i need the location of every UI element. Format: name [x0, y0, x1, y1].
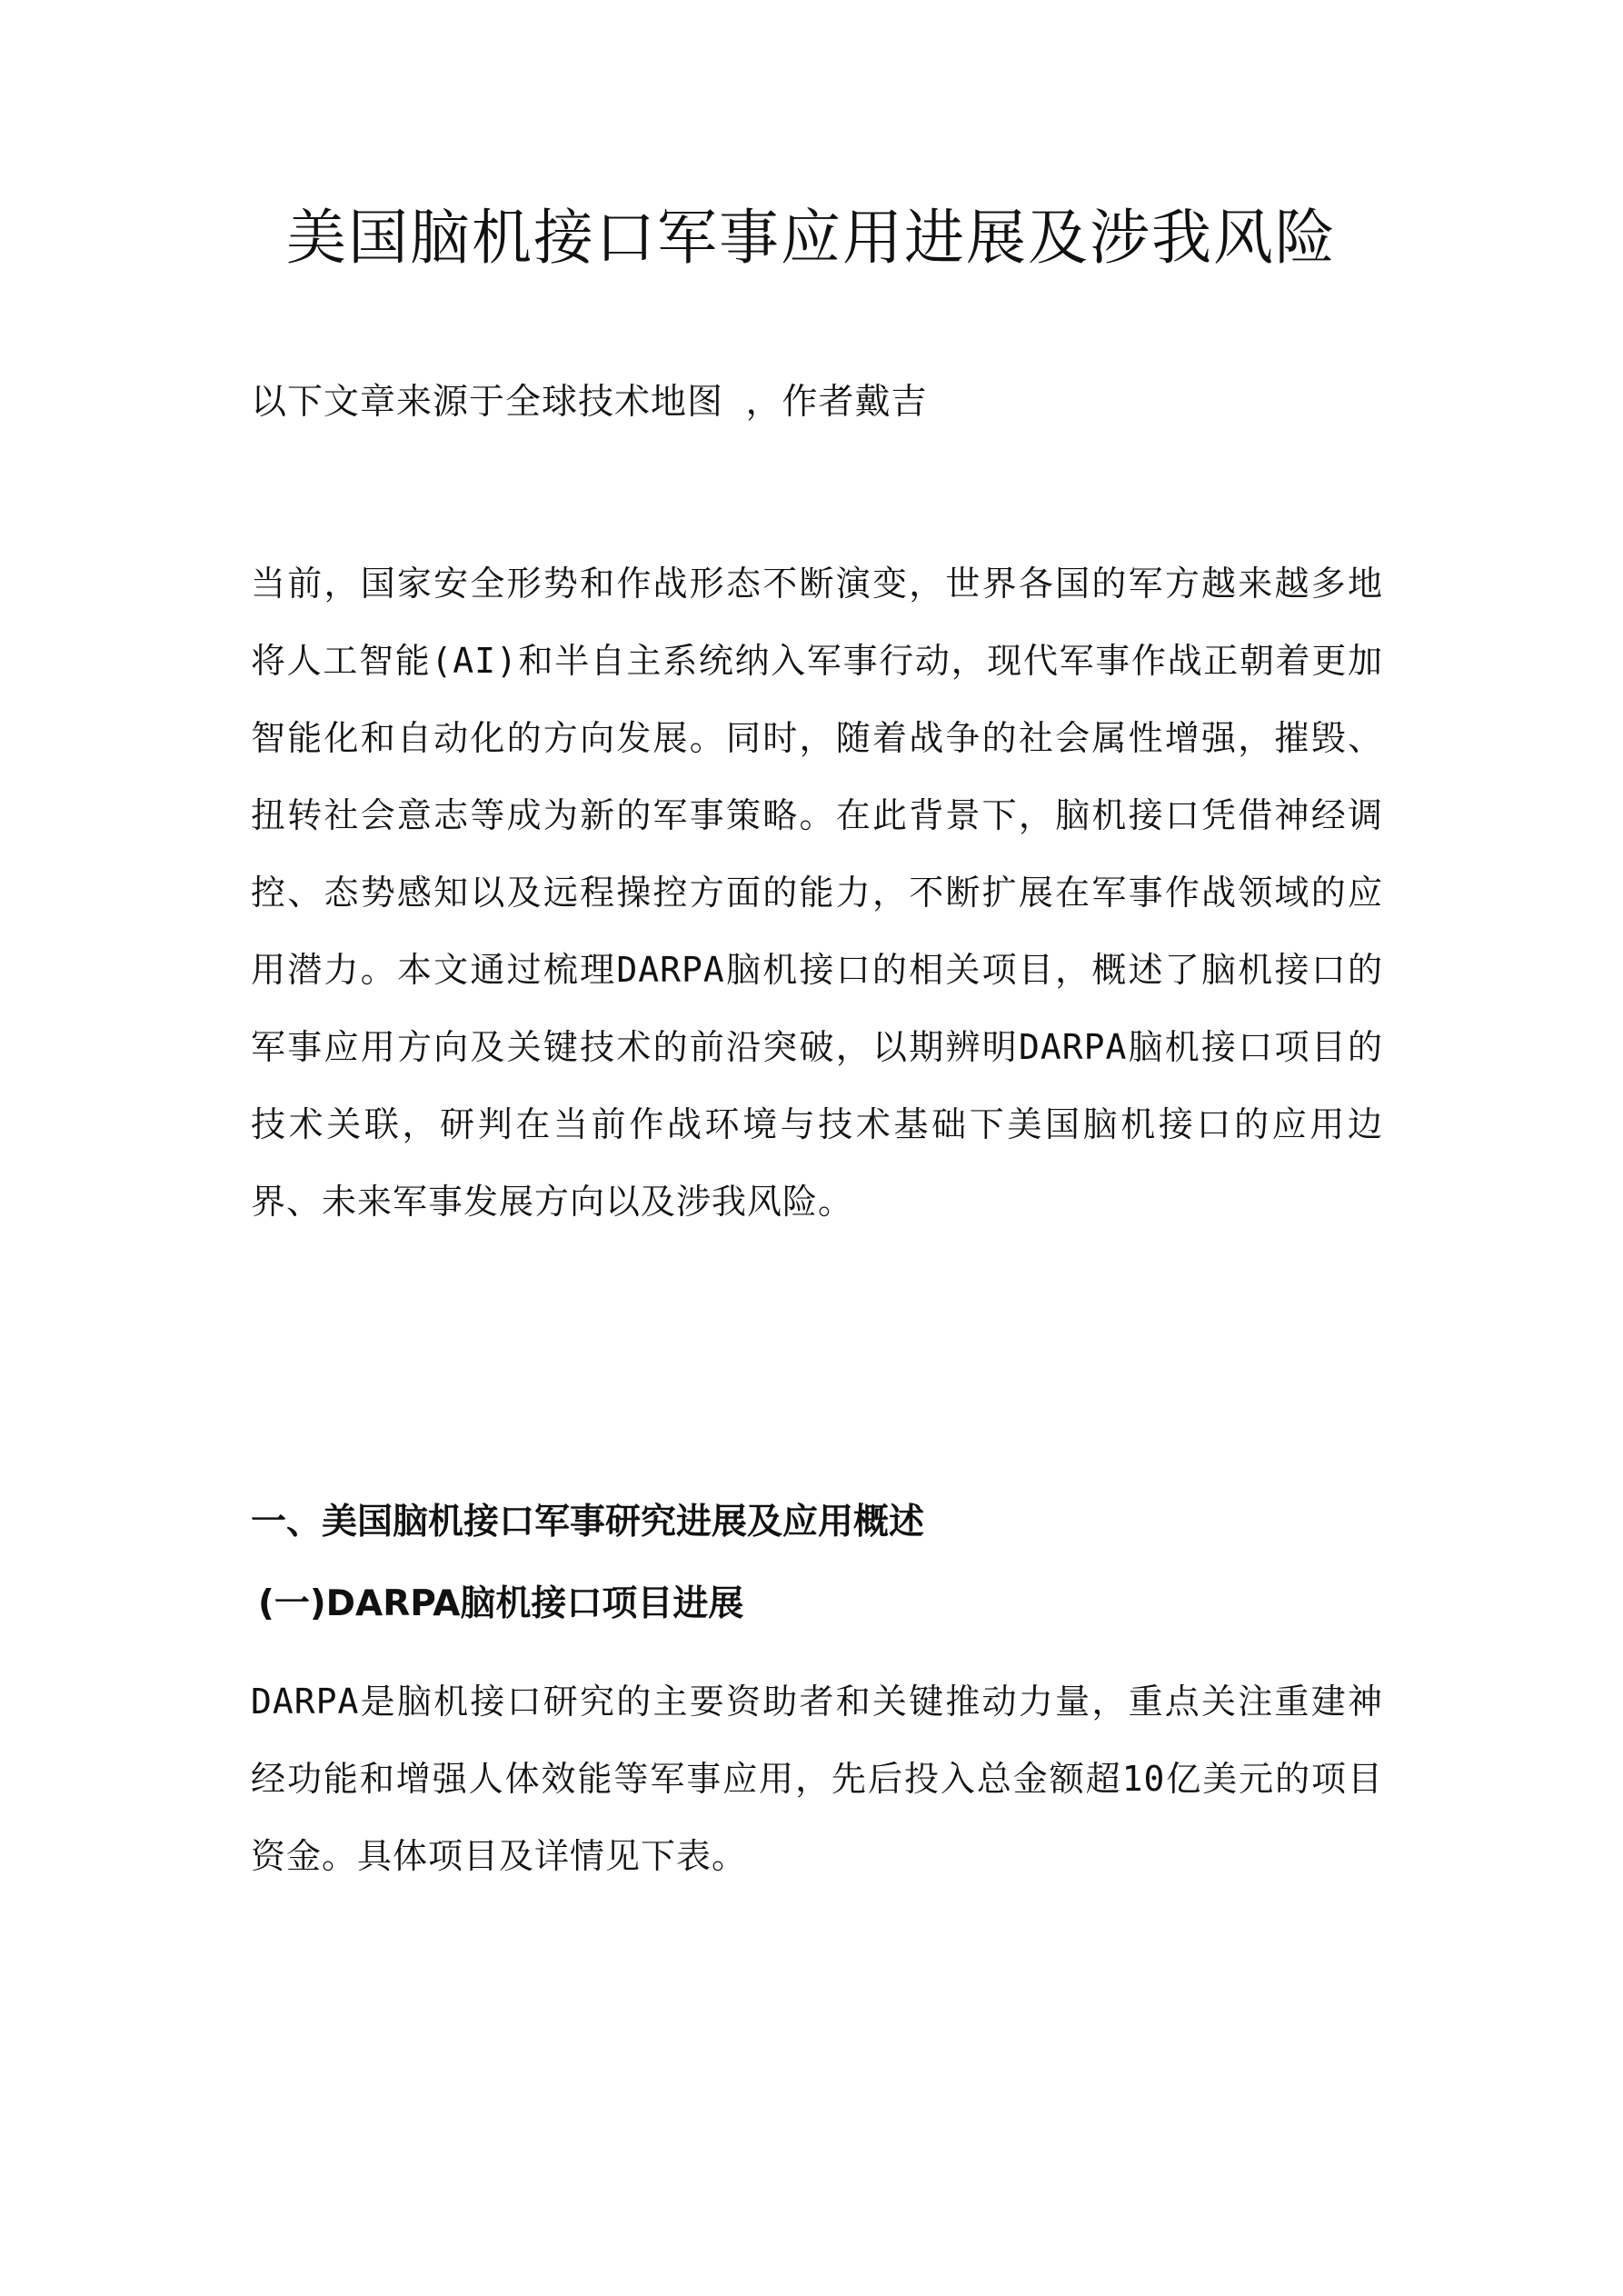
section-heading: 一、美国脑机接口军事研究进展及应用概述: [251, 1502, 925, 1542]
source-attribution: 以下文章来源于全球技术地图 ，作者戴吉: [251, 382, 928, 423]
document-title: 美国脑机接口军事应用进展及涉我风险: [286, 203, 1337, 273]
subsection-heading: (一)DARPA脑机接口项目进展: [258, 1583, 744, 1624]
intro-paragraph: 当前，国家安全形势和作战形态不断演变，世界各国的军方越来越多地将人工智能(AI)和半自主系统纳入军事行动，现代军事作战正朝着更加智能化和自动化的方向发展。同时，随着战争的社会属性增强，摧毁、扭转社会意志等成为新的军事策略。在此背景下，脑机接口凭借神经调控、态势感知以及远程操控方面的能力，不断扩展在军事作战领域的应用潜力。本文通过梳理DARPA脑机接口的相关项目，概述了脑机接口的军事应用方向及关键技术的前沿突破，以期辨明DARPA脑机接口项目的技术关联，研判在当前作战环境与技术基础下美国脑机接口的应用边界、未来军事发展方向以及涉我风险。: [251, 564, 1383, 1222]
subsection-paragraph: DARPA是脑机接口研究的主要资助者和关键推动力量，重点关注重建神经功能和增强人体效能等军事应用，先后投入总金额超10亿美元的项目资金。具体项目及详情见下表。: [251, 1682, 1383, 1876]
